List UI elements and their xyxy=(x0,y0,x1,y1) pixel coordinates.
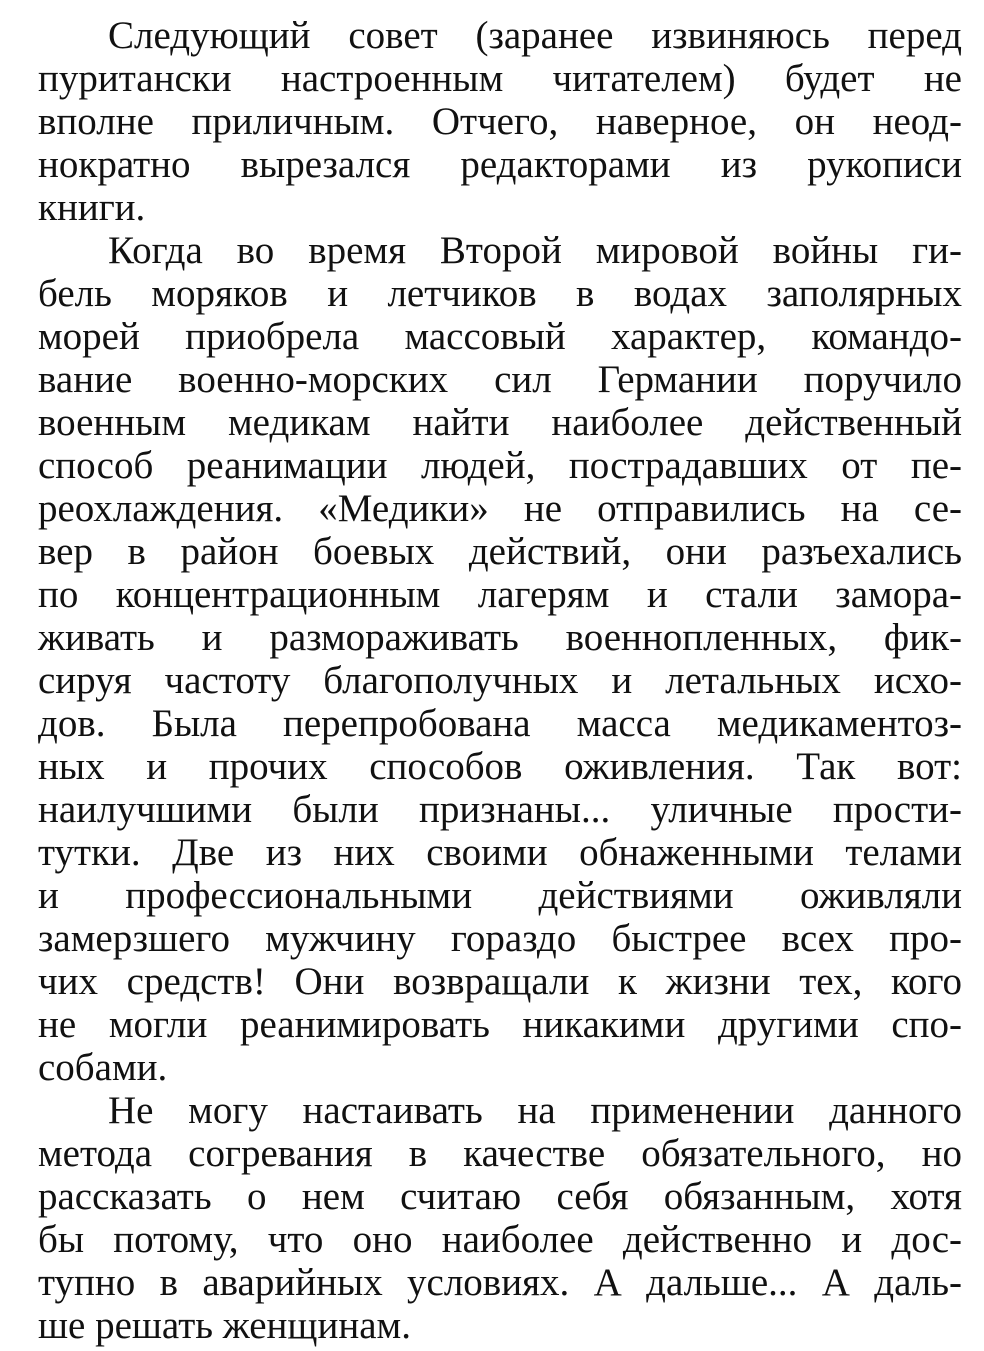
text-line: вполне приличным. Отчего, наверное, он неод- xyxy=(38,100,962,143)
text-line: ше решать женщинам. xyxy=(38,1304,411,1347)
text-line: не могли реанимировать никакими другими спо- xyxy=(38,1003,962,1046)
text-line: наилучшими были признаны... уличные прости- xyxy=(38,788,962,831)
text-line: тутки. Две из них своими обнаженными телами xyxy=(38,831,962,874)
text-line: бель моряков и летчиков в водах заполярных xyxy=(38,272,962,315)
text-line: чих средств! Они возвращали к жизни тех, кого xyxy=(38,960,962,1003)
text-line: живать и размораживать военнопленных, фик- xyxy=(38,616,962,659)
text-line: морей приобрела массовый характер, командо- xyxy=(38,315,962,358)
text-line: военным медикам найти наиболее действенный xyxy=(38,401,962,444)
text-line: замерзшего мужчину гораздо быстрее всех про- xyxy=(38,917,962,960)
text-line: книги. xyxy=(38,186,146,229)
text-line: по концентрационным лагерям и стали замора- xyxy=(38,573,962,616)
text-line: способ реанимации людей, пострадавших от пе- xyxy=(38,444,962,487)
paragraph-2 xyxy=(38,229,962,1089)
text-line: вание военно-морских сил Германии поручило xyxy=(38,358,962,401)
text-line: метода согревания в качестве обязательного, но xyxy=(38,1132,962,1175)
text-line: Когда во время Второй мировой войны ги- xyxy=(108,229,962,272)
document-page xyxy=(38,14,962,1347)
text-line: реохлаждения. «Медики» не отправились на се- xyxy=(38,487,962,530)
text-line: Следующий совет (заранее извиняюсь перед xyxy=(108,14,962,57)
text-line: вер в район боевых действий, они разъехались xyxy=(38,530,962,573)
text-line: ных и прочих способов оживления. Так вот: xyxy=(38,745,962,788)
text-line: дов. Была перепробована масса медикаментоз- xyxy=(38,702,962,745)
text-line: Не могу настаивать на применении данного xyxy=(108,1089,962,1132)
text-line: нократно вырезался редакторами из рукописи xyxy=(38,143,962,186)
text-line: рассказать о нем считаю себя обязанным, хотя xyxy=(38,1175,962,1218)
text-line: собами. xyxy=(38,1046,168,1089)
paragraph-1 xyxy=(38,14,962,229)
paragraph-3 xyxy=(38,1089,962,1347)
text-line: и профессиональными действиями оживляли xyxy=(38,874,962,917)
text-line: сируя частоту благополучных и летальных исхо- xyxy=(38,659,962,702)
text-line: тупно в аварийных условиях. А дальше... А даль- xyxy=(38,1261,962,1304)
text-line: пуритански настроенным читателем) будет не xyxy=(38,57,962,100)
text-line: бы потому, что оно наиболее действенно и дос- xyxy=(38,1218,962,1261)
